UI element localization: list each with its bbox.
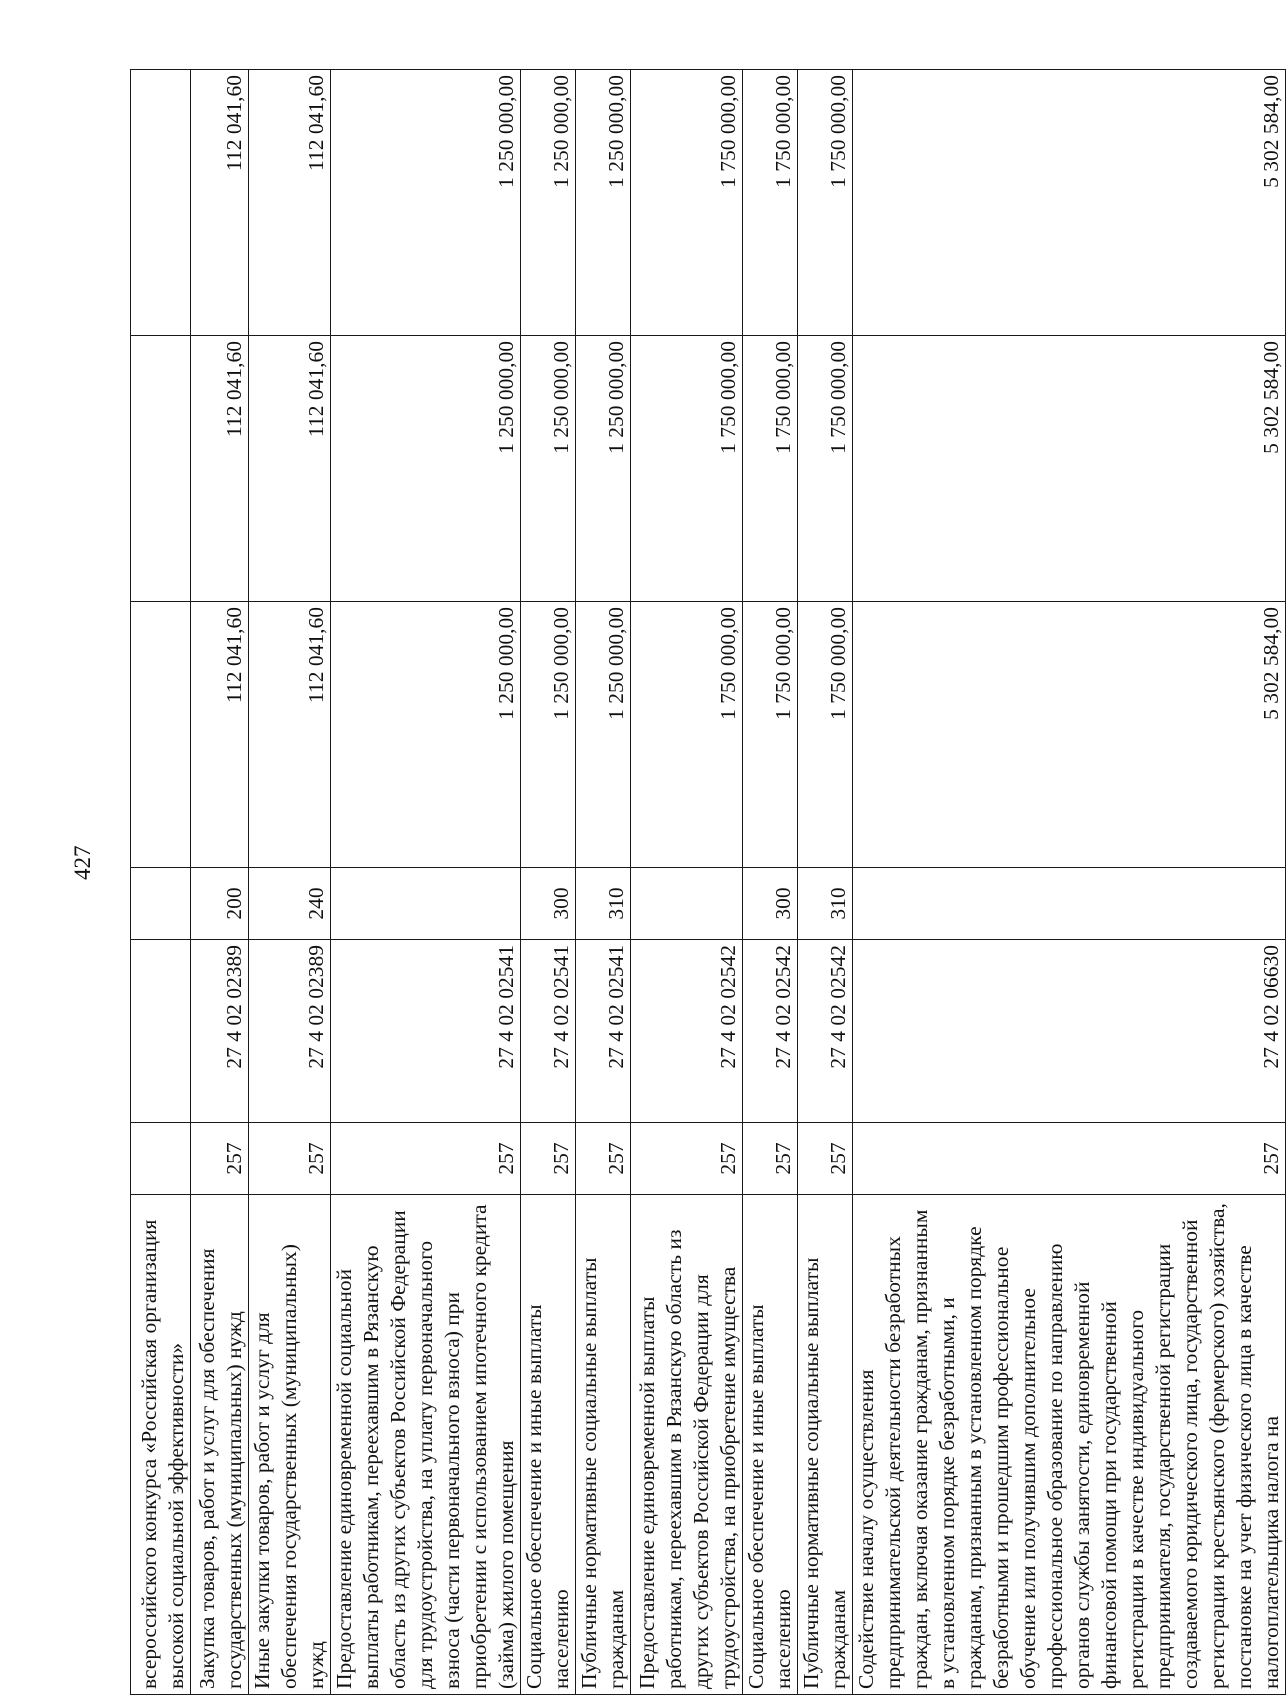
row-amount-2: 112 041,60 xyxy=(249,336,331,602)
row-amount-1: 1 250 000,00 xyxy=(331,602,521,868)
row-amount-2: 1 750 000,00 xyxy=(798,336,853,602)
table-row xyxy=(331,70,521,1695)
table-body xyxy=(131,70,1286,1695)
row-amount-2: 1 750 000,00 xyxy=(631,336,743,602)
table-row xyxy=(521,70,576,1695)
row-target-code: 27 4 02 02541 xyxy=(521,940,576,1123)
row-name: всероссийского конкурса «Российская организация высокой социальной эффективности» xyxy=(131,1195,191,1695)
row-amount-2: 5 302 584,00 xyxy=(853,336,1286,602)
row-amount-3: 1 750 000,00 xyxy=(743,70,798,336)
row-amount-3 xyxy=(131,70,191,336)
table-row xyxy=(853,70,1286,1695)
row-amount-3: 1 250 000,00 xyxy=(576,70,631,336)
row-expense-type: 300 xyxy=(521,868,576,940)
table-row xyxy=(131,70,191,1695)
row-amount-2: 1 750 000,00 xyxy=(743,336,798,602)
row-name: Социальное обеспечение и иные выплаты населению xyxy=(743,1195,798,1695)
row-expense-type: 300 xyxy=(743,868,798,940)
row-amount-3: 1 250 000,00 xyxy=(331,70,521,336)
table-row xyxy=(191,70,249,1695)
row-target-code xyxy=(131,940,191,1123)
row-recipient-code: 257 xyxy=(798,1123,853,1195)
row-amount-2 xyxy=(131,336,191,602)
page-number: 427 xyxy=(70,845,95,880)
row-amount-1: 1 750 000,00 xyxy=(631,602,743,868)
row-amount-1: 1 750 000,00 xyxy=(798,602,853,868)
row-amount-3: 112 041,60 xyxy=(191,70,249,336)
row-amount-2: 1 250 000,00 xyxy=(576,336,631,602)
row-target-code: 27 4 02 02542 xyxy=(631,940,743,1123)
row-recipient-code: 257 xyxy=(853,1123,1286,1195)
table-row xyxy=(249,70,331,1695)
row-expense-type: 200 xyxy=(191,868,249,940)
row-recipient-code: 257 xyxy=(576,1123,631,1195)
row-expense-type: 240 xyxy=(249,868,331,940)
row-amount-3: 1 750 000,00 xyxy=(631,70,743,336)
row-name: Содействие началу осуществления предпринимательской деятельности безработных граждан, включая оказание гражданам, признанным в установленном порядке безработными, и гражданам, признанным в установленном порядке безработными и прошедшим профессиональное обучение или получившим дополнительное профессиональное образование по направлению органов службы занятости, единовременной финансовой помощи при государственной регистрации в качестве индивидуального предпринимателя, государственной регистрации создаваемого юридического лица, государственной регистрации крестьянского (фермерского) хозяйства, постановке на учет физического лица в качестве налогоплательщика налога на xyxy=(853,1195,1286,1695)
row-target-code: 27 4 02 02389 xyxy=(191,940,249,1123)
row-recipient-code: 257 xyxy=(191,1123,249,1195)
row-target-code: 27 4 02 02541 xyxy=(576,940,631,1123)
row-name: Предоставление единовременной социальной выплаты работникам, переехавшим в Рязанскую область из других субъектов Российской Федерации для трудоустройства, на уплату первоначального взноса (части первоначального взноса) при приобретении с использованием ипотечного кредита (займа) жилого помещения xyxy=(331,1195,521,1695)
table-row xyxy=(631,70,743,1695)
row-name: Социальное обеспечение и иные выплаты населению xyxy=(521,1195,576,1695)
row-expense-type: 310 xyxy=(576,868,631,940)
row-target-code: 27 4 02 02389 xyxy=(249,940,331,1123)
row-target-code: 27 4 02 02541 xyxy=(331,940,521,1123)
row-recipient-code xyxy=(131,1123,191,1195)
row-amount-3: 1 250 000,00 xyxy=(521,70,576,336)
row-name: Предоставление единовременной выплаты работникам, переехавшим в Рязанскую область из других субъектов Российской Федерации для трудоустройства, на приобретение имущества xyxy=(631,1195,743,1695)
row-recipient-code: 257 xyxy=(331,1123,521,1195)
table-row xyxy=(743,70,798,1695)
row-name: Публичные нормативные социальные выплаты гражданам xyxy=(576,1195,631,1695)
row-name: Публичные нормативные социальные выплаты гражданам xyxy=(798,1195,853,1695)
row-expense-type xyxy=(331,868,521,940)
row-amount-3: 5 302 584,00 xyxy=(853,70,1286,336)
table-row xyxy=(576,70,631,1695)
row-amount-2: 1 250 000,00 xyxy=(521,336,576,602)
row-name: Закупка товаров, работ и услуг для обеспечения государственных (муниципальных) нужд xyxy=(191,1195,249,1695)
budget-table xyxy=(130,69,1286,1695)
row-expense-type xyxy=(631,868,743,940)
row-expense-type xyxy=(131,868,191,940)
row-amount-1 xyxy=(131,602,191,868)
table-row xyxy=(798,70,853,1695)
row-target-code: 27 4 02 02542 xyxy=(743,940,798,1123)
row-amount-1: 112 041,60 xyxy=(191,602,249,868)
row-amount-1: 1 250 000,00 xyxy=(576,602,631,868)
row-amount-1: 5 302 584,00 xyxy=(853,602,1286,868)
row-amount-2: 1 250 000,00 xyxy=(331,336,521,602)
row-target-code: 27 4 02 02542 xyxy=(798,940,853,1123)
row-amount-1: 1 250 000,00 xyxy=(521,602,576,868)
row-recipient-code: 257 xyxy=(743,1123,798,1195)
row-amount-1: 112 041,60 xyxy=(249,602,331,868)
row-recipient-code: 257 xyxy=(249,1123,331,1195)
row-expense-type xyxy=(853,868,1286,940)
row-recipient-code: 257 xyxy=(521,1123,576,1195)
row-amount-2: 112 041,60 xyxy=(191,336,249,602)
rotated-table-sheet xyxy=(130,70,1283,1695)
row-amount-3: 1 750 000,00 xyxy=(798,70,853,336)
row-target-code: 27 4 02 06630 xyxy=(853,940,1286,1123)
row-name: Иные закупки товаров, работ и услуг для обеспечения государственных (муниципальных) нужд xyxy=(249,1195,331,1695)
row-amount-3: 112 041,60 xyxy=(249,70,331,336)
row-expense-type: 310 xyxy=(798,868,853,940)
row-amount-1: 1 750 000,00 xyxy=(743,602,798,868)
row-recipient-code: 257 xyxy=(631,1123,743,1195)
